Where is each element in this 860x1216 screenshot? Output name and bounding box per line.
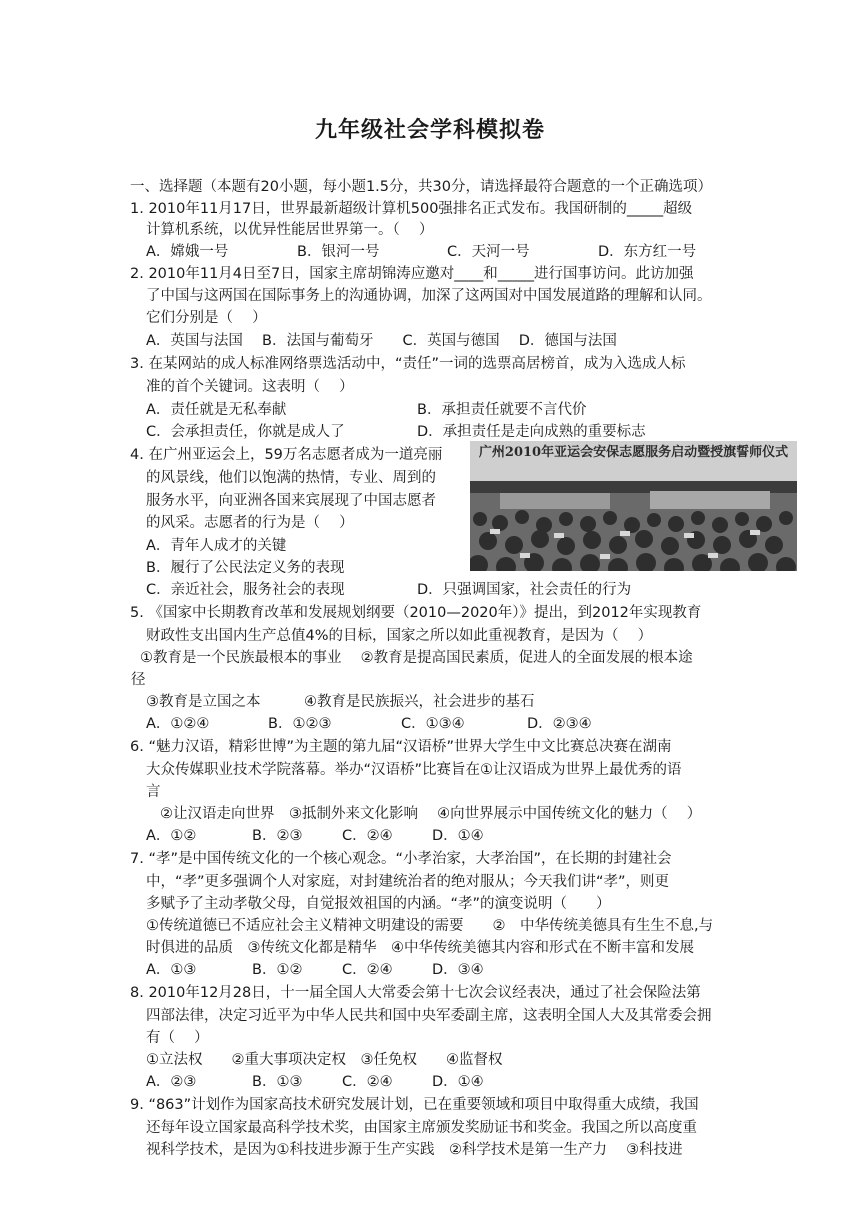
q6-stem: 大众传媒职业技术学院落幕。举办“汉语桥”比赛旨在①让汉语成为世界上最优秀的语 (146, 762, 682, 778)
q8-option-b: B．①③ (252, 1074, 303, 1090)
q8-stem: 8. 2010年12月28日，十一届全国人大常委会第十七次会议经表决，通过了社会保险法第 (130, 985, 701, 1001)
q5-items: 径 (131, 672, 146, 688)
q4-option-d: D．只强调国家，社会责任的行为 (417, 582, 632, 598)
q1-stem: 计算机系统，以优异性能居世界第一。（ ） (146, 222, 434, 238)
q4-option-b: B．履行了公民法定义务的表现 (146, 560, 345, 576)
q5-option-c: C．①③④ (401, 716, 465, 732)
q3-option-c: C．会承担责任，你就是成人了 (146, 424, 345, 440)
q5-option-a: A．①②④ (146, 716, 210, 732)
q4-stem: 服务水平，向亚洲各国来宾展现了中国志愿者 (146, 493, 436, 509)
q4-stem: 的风景线，他们以饱满的热情，专业、周到的 (146, 470, 436, 486)
q5-option-d: D．②③④ (527, 716, 592, 732)
q2-options: A．英国与法国 B．法国与葡萄牙 C．英国与德国 D．德国与法国 (146, 333, 617, 349)
q6-option-a: A．①② (146, 828, 197, 844)
q5-option-b: B．①②③ (268, 716, 332, 732)
q8-option-c: C．②④ (342, 1074, 393, 1090)
q4-stem: 的风采。志愿者的行为是（ ） (146, 515, 354, 531)
q7-stem: 多赋予了主动孝敬父母，自觉报效祖国的内涵。“孝”的演变说明（ ） (146, 896, 611, 912)
q4-option-a: A．青年人成才的关键 (146, 538, 287, 554)
q7-items: ①传统道德已不适应社会主义精神文明建设的需要 ② 中华传统美德具有生生不息,与 (146, 918, 714, 934)
q3-stem: 准的首个关键词。这表明（ ） (146, 379, 354, 395)
q1-option-b: B．银河一号 (297, 244, 380, 260)
q1-stem: 1. 2010年11月17日，世界最新超级计算机500强排名正式发布。我国研制的_____超级 (130, 201, 693, 217)
q8-option-a: A．②③ (146, 1074, 197, 1090)
q9-stem: 还每年设立国家最高科学技术奖，由国家主席颁发奖励证书和奖金。我国之所以高度重 (146, 1120, 697, 1136)
section-header: 一、选择题（本题有20小题，每小题1.5分，共30分，请选择最符合题意的一个正确选项） (130, 179, 712, 195)
q6-option-b: B．②③ (252, 828, 303, 844)
q6-option-c: C．②④ (342, 828, 393, 844)
q3-option-b: B．承担责任就要不言代价 (417, 402, 587, 418)
q3-stem: 3. 在某网站的成人标准网络票选活动中，“责任”一词的选票高居榜首，成为入选成人标 (130, 356, 686, 372)
q7-option-d: D．③④ (432, 962, 484, 978)
q8-option-d: D．①④ (432, 1074, 484, 1090)
q7-items: 时俱进的品质 ③传统文化都是精华 ④中华传统美德其内容和形式在不断丰富和发展 (146, 940, 694, 956)
q5-stem: 财政性支出国内生产总值4%的目标，国家之所以如此重视教育，是因为（ ） (146, 628, 653, 644)
q8-items: ①立法权 ②重大事项决定权 ③任免权 ④监督权 (146, 1052, 503, 1068)
q7-stem: 中，“孝”更多强调个人对家庭，对封建统治者的绝对服从；今天我们讲“孝”，则更 (146, 874, 670, 890)
q1-option-c: C．天河一号 (447, 244, 530, 260)
q9-stem: 9. “863”计划作为国家高技术研究发展计划，已在重要领域和项目中取得重大成绩，我国 (130, 1097, 699, 1113)
q3-option-d: D．承担责任是走向成熟的重要标志 (417, 424, 646, 440)
q4-stem: 4. 在广州亚运会上，59万名志愿者成为一道亮丽 (130, 447, 443, 463)
q1-option-d: D．东方红一号 (598, 244, 697, 260)
q6-stem: 言 (146, 784, 161, 800)
q5-items: ①教育是一个民族最根本的事业 ②教育是提高国民素质，促进人的全面发展的根本途 (140, 650, 693, 666)
q8-stem: 有（ ） (146, 1030, 209, 1046)
q7-option-c: C．②④ (342, 962, 393, 978)
q5-stem: 5. 《国家中长期教育改革和发展规划纲要（2010—2020年）》提出，到2012年实现教育 (130, 605, 702, 621)
q6-stem: 6. “魅力汉语，精彩世博”为主题的第九届“汉语桥”世界大学生中文比赛总决赛在湖南 (130, 739, 672, 755)
q1-option-a: A．嫦娥一号 (146, 244, 229, 260)
page-title: 九年级社会学科模拟卷 (314, 118, 545, 143)
q2-stem: 它们分别是（ ） (146, 310, 267, 326)
q4-option-c: C．亲近社会，服务社会的表现 (146, 582, 345, 598)
q5-items: ③教育是立国之本 ④教育是民族振兴，社会进步的基石 (146, 694, 535, 710)
q6-option-d: D．①④ (432, 828, 484, 844)
photo-banner-text: 广州2010年亚运会安保志愿服务启动暨授旗誓师仪式 (478, 445, 789, 460)
q6-items: ②让汉语走向世界 ③抵制外来文化影响 ④向世界展示中国传统文化的魅力（ ） (160, 806, 702, 822)
q2-stem: 了中国与这两国在国际事务上的沟通协调，加深了这两国对中国发展道路的理解和认同。 (146, 288, 712, 304)
q7-option-a: A．①③ (146, 962, 197, 978)
q3-option-a: A．责任就是无私奉献 (146, 402, 287, 418)
q7-option-b: B．①② (252, 962, 303, 978)
q9-stem: 视科学技术，是因为①科技进步源于生产实践 ②科学技术是第一生产力 ③科技进 (146, 1142, 683, 1158)
volunteer-event-photo (470, 441, 797, 571)
q7-stem: 7. “孝”是中国传统文化的一个核心观念。“小孝治家，大孝治国”，在长期的封建社会 (130, 851, 672, 867)
q8-stem: 四部法律，决定习近平为中华人民共和国中央军委副主席，这表明全国人大及其常委会拥 (146, 1008, 712, 1024)
photo-illustration (470, 441, 797, 571)
q2-stem: 2. 2010年11月4日至7日，国家主席胡锦涛应邀对____和_____进行国事访问。此访加强 (130, 266, 694, 282)
